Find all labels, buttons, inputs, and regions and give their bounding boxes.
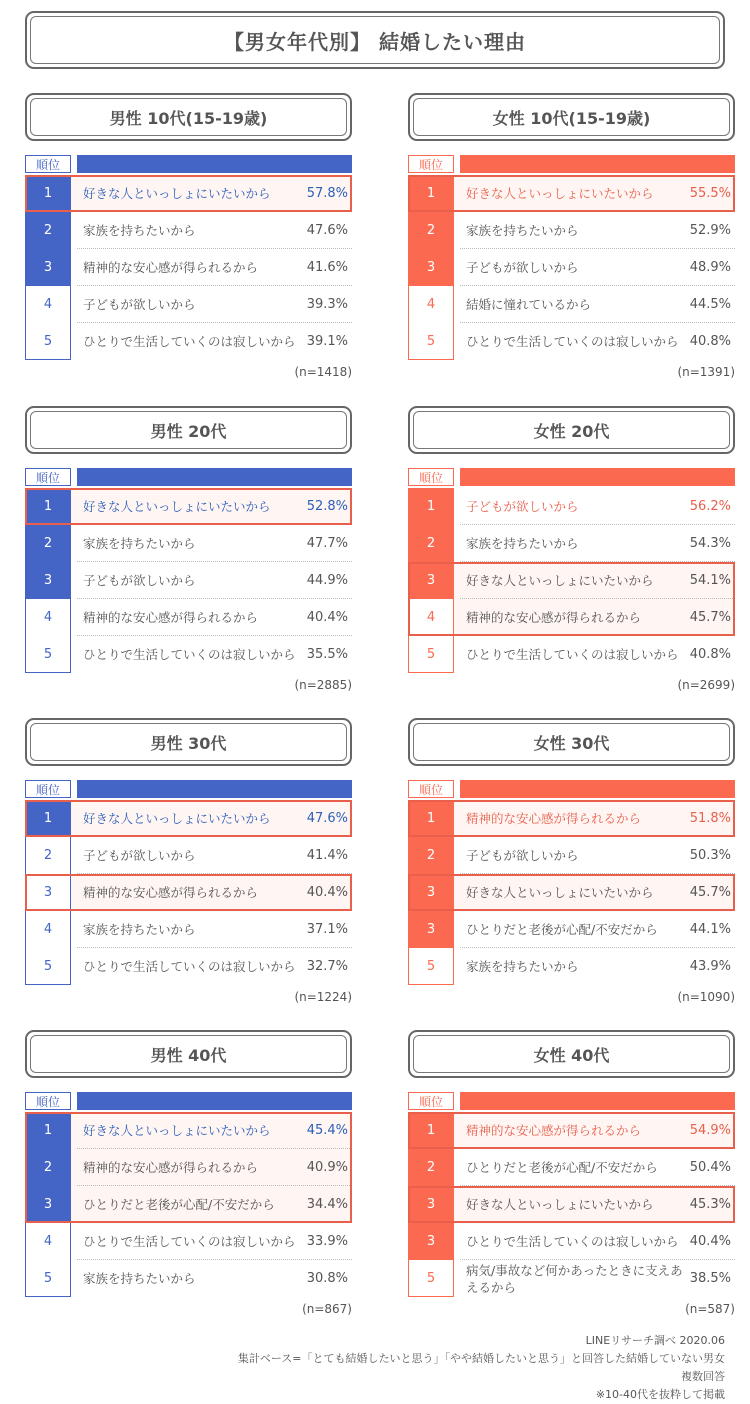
reason-label: 子どもが欲しいから bbox=[83, 297, 196, 312]
rank-cell: 5 bbox=[25, 636, 71, 673]
rank-header: 順位 bbox=[25, 780, 71, 798]
percent-value: 50.3% bbox=[689, 848, 731, 863]
reason-label: 家族を持ちたいから bbox=[466, 959, 579, 974]
percent-value: 55.5% bbox=[689, 186, 731, 201]
table-row bbox=[408, 286, 735, 323]
section-title: 男性 40代 bbox=[30, 1035, 347, 1073]
table-row bbox=[408, 323, 735, 360]
table-row bbox=[25, 323, 352, 360]
ranking-table bbox=[408, 468, 735, 675]
rank-cell: 1 bbox=[408, 488, 454, 525]
reason-label: 精神的な安心感が得られるから bbox=[466, 610, 642, 625]
rank-cell: 3 bbox=[408, 1223, 454, 1260]
percent-value: 43.9% bbox=[689, 959, 731, 974]
section-title: 男性 30代 bbox=[30, 723, 347, 761]
chart-section-male-6 bbox=[25, 1030, 352, 1320]
section-title: 女性 40代 bbox=[413, 1035, 730, 1073]
footer-note: ※10-40代を抜粋して掲載 bbox=[595, 1388, 725, 1401]
percent-value: 50.4% bbox=[689, 1160, 731, 1175]
table-row bbox=[408, 636, 735, 673]
percent-value: 47.7% bbox=[306, 536, 348, 551]
header-bar bbox=[77, 1092, 352, 1110]
reason-label: 好きな人といっしょにいたいから bbox=[83, 1123, 271, 1138]
reason-label: ひとりで生活していくのは寂しいから bbox=[83, 1234, 296, 1249]
rank-cell: 5 bbox=[408, 636, 454, 673]
percent-value: 47.6% bbox=[306, 223, 348, 238]
reason-label: 好きな人といっしょにいたいから bbox=[466, 573, 654, 588]
reason-label: 好きな人といっしょにいたいから bbox=[83, 186, 271, 201]
percent-value: 41.4% bbox=[306, 848, 348, 863]
reason-label: ひとりだと老後が心配/不安だから bbox=[83, 1197, 275, 1212]
rank-cell: 1 bbox=[25, 800, 71, 837]
section-title: 女性 20代 bbox=[413, 411, 730, 449]
table-row bbox=[408, 488, 735, 525]
table-row bbox=[408, 1112, 735, 1149]
table-row bbox=[25, 1186, 352, 1223]
table-row bbox=[25, 249, 352, 286]
section-title: 女性 10代(15-19歳) bbox=[413, 98, 730, 136]
rank-cell: 2 bbox=[25, 837, 71, 874]
percent-value: 32.7% bbox=[306, 959, 348, 974]
section-title-box bbox=[25, 93, 352, 141]
chart-section-male-0 bbox=[25, 93, 352, 383]
reason-label: ひとりで生活していくのは寂しいから bbox=[466, 647, 679, 662]
percent-value: 40.9% bbox=[306, 1160, 348, 1175]
percent-value: 30.8% bbox=[306, 1271, 348, 1286]
section-title: 男性 20代 bbox=[30, 411, 347, 449]
table-row bbox=[408, 562, 735, 599]
section-title-box bbox=[25, 718, 352, 766]
table-row bbox=[408, 800, 735, 837]
section-title-box bbox=[408, 718, 735, 766]
reason-label: 精神的な安心感が得られるから bbox=[466, 811, 642, 826]
table-row bbox=[25, 488, 352, 525]
rank-cell: 3 bbox=[408, 562, 454, 599]
percent-value: 45.7% bbox=[689, 885, 731, 900]
section-title: 女性 30代 bbox=[413, 723, 730, 761]
percent-value: 54.9% bbox=[689, 1123, 731, 1138]
reason-label: ひとりで生活していくのは寂しいから bbox=[83, 334, 296, 349]
reason-label: 精神的な安心感が得られるから bbox=[83, 1160, 259, 1175]
header-bar bbox=[460, 780, 735, 798]
header-bar bbox=[77, 468, 352, 486]
rank-cell: 5 bbox=[408, 323, 454, 360]
rank-header: 順位 bbox=[408, 780, 454, 798]
rank-cell: 1 bbox=[408, 1112, 454, 1149]
sample-size: (n=2885) bbox=[294, 678, 352, 692]
rank-cell: 1 bbox=[25, 488, 71, 525]
percent-value: 34.4% bbox=[306, 1197, 348, 1212]
percent-value: 52.8% bbox=[306, 499, 348, 514]
reason-label: 家族を持ちたいから bbox=[466, 223, 579, 238]
section-title-box bbox=[25, 406, 352, 454]
ranking-table bbox=[408, 1092, 735, 1299]
percent-value: 33.9% bbox=[306, 1234, 348, 1249]
rank-cell: 4 bbox=[25, 286, 71, 323]
rank-cell: 3 bbox=[25, 1186, 71, 1223]
table-row bbox=[408, 948, 735, 985]
rank-cell: 5 bbox=[25, 948, 71, 985]
percent-value: 39.3% bbox=[306, 297, 348, 312]
table-row bbox=[25, 212, 352, 249]
table-row bbox=[25, 636, 352, 673]
table-row bbox=[25, 1112, 352, 1149]
rank-cell: 2 bbox=[25, 525, 71, 562]
header-bar bbox=[460, 1092, 735, 1110]
percent-value: 44.1% bbox=[689, 922, 731, 937]
rank-cell: 2 bbox=[25, 212, 71, 249]
percent-value: 35.5% bbox=[306, 647, 348, 662]
reason-label: 家族を持ちたいから bbox=[83, 536, 196, 551]
rank-cell: 3 bbox=[408, 1186, 454, 1223]
reason-label: 子どもが欲しいから bbox=[83, 573, 196, 588]
percent-value: 45.4% bbox=[306, 1123, 348, 1138]
table-row bbox=[408, 1186, 735, 1223]
percent-value: 56.2% bbox=[689, 499, 731, 514]
reason-label: 好きな人といっしょにいたいから bbox=[83, 499, 271, 514]
table-row bbox=[408, 599, 735, 636]
reason-label: 精神的な安心感が得られるから bbox=[466, 1123, 642, 1138]
footer-multi: 複数回答 bbox=[681, 1370, 725, 1383]
footer-base: 集計ベース=「とても結婚したいと思う」「やや結婚したいと思う」と回答した結婚していない男女 bbox=[237, 1352, 725, 1365]
reason-label: 子どもが欲しいから bbox=[466, 260, 579, 275]
percent-value: 45.7% bbox=[689, 610, 731, 625]
section-title: 男性 10代(15-19歳) bbox=[30, 98, 347, 136]
table-row bbox=[408, 249, 735, 286]
percent-value: 40.4% bbox=[306, 885, 348, 900]
rank-cell: 2 bbox=[408, 837, 454, 874]
main-title-box bbox=[25, 11, 725, 69]
percent-value: 44.9% bbox=[306, 573, 348, 588]
sample-size: (n=1090) bbox=[677, 990, 735, 1004]
rank-header: 順位 bbox=[25, 1092, 71, 1110]
table-row bbox=[25, 286, 352, 323]
rank-cell: 4 bbox=[408, 286, 454, 323]
rank-header: 順位 bbox=[408, 1092, 454, 1110]
ranking-table bbox=[25, 1092, 352, 1299]
percent-value: 38.5% bbox=[689, 1271, 731, 1286]
reason-label: 好きな人といっしょにいたいから bbox=[466, 186, 654, 201]
rank-cell: 3 bbox=[408, 249, 454, 286]
table-row bbox=[25, 911, 352, 948]
reason-label: 精神的な安心感が得られるから bbox=[83, 885, 259, 900]
ranking-table bbox=[25, 468, 352, 675]
reason-label: 子どもが欲しいから bbox=[466, 499, 579, 514]
percent-value: 52.9% bbox=[689, 223, 731, 238]
rank-header: 順位 bbox=[25, 468, 71, 486]
sample-size: (n=1224) bbox=[294, 990, 352, 1004]
reason-label: ひとりで生活していくのは寂しいから bbox=[83, 647, 296, 662]
table-row bbox=[25, 599, 352, 636]
rank-cell: 5 bbox=[408, 948, 454, 985]
table-row bbox=[408, 837, 735, 874]
rank-cell: 3 bbox=[25, 562, 71, 599]
percent-value: 40.8% bbox=[689, 647, 731, 662]
rank-cell: 1 bbox=[25, 1112, 71, 1149]
table-row bbox=[25, 562, 352, 599]
ranking-table bbox=[25, 155, 352, 362]
rank-cell: 5 bbox=[25, 1260, 71, 1297]
sample-size: (n=1391) bbox=[677, 365, 735, 379]
page-title: 【男女年代別】 結婚したい理由 bbox=[30, 16, 720, 64]
ranking-table bbox=[408, 155, 735, 362]
table-row bbox=[25, 837, 352, 874]
chart-section-female-5 bbox=[408, 718, 735, 1008]
percent-value: 45.3% bbox=[689, 1197, 731, 1212]
chart-section-female-7 bbox=[408, 1030, 735, 1320]
rank-cell: 3 bbox=[408, 874, 454, 911]
rank-cell: 4 bbox=[25, 599, 71, 636]
header-bar bbox=[77, 780, 352, 798]
table-row bbox=[25, 1223, 352, 1260]
percent-value: 39.1% bbox=[306, 334, 348, 349]
rank-cell: 3 bbox=[408, 911, 454, 948]
reason-label: ひとりだと老後が心配/不安だから bbox=[466, 922, 658, 937]
rank-header: 順位 bbox=[408, 468, 454, 486]
ranking-table bbox=[25, 780, 352, 987]
rank-header: 順位 bbox=[408, 155, 454, 173]
header-bar bbox=[460, 468, 735, 486]
table-row bbox=[408, 175, 735, 212]
reason-label: 子どもが欲しいから bbox=[466, 848, 579, 863]
footer-source: LINEリサーチ調べ 2020.06 bbox=[585, 1334, 725, 1347]
reason-label: 好きな人といっしょにいたいから bbox=[466, 1197, 654, 1212]
reason-label: 家族を持ちたいから bbox=[83, 223, 196, 238]
rank-cell: 4 bbox=[408, 599, 454, 636]
percent-value: 57.8% bbox=[306, 186, 348, 201]
percent-value: 40.4% bbox=[689, 1234, 731, 1249]
reason-label: 好きな人といっしょにいたいから bbox=[466, 885, 654, 900]
table-row bbox=[25, 800, 352, 837]
rank-cell: 3 bbox=[25, 874, 71, 911]
reason-label: ひとりで生活していくのは寂しいから bbox=[83, 959, 296, 974]
reason-label: 家族を持ちたいから bbox=[83, 922, 196, 937]
rank-cell: 1 bbox=[408, 175, 454, 212]
percent-value: 40.8% bbox=[689, 334, 731, 349]
percent-value: 37.1% bbox=[306, 922, 348, 937]
rank-cell: 2 bbox=[408, 212, 454, 249]
section-title-box bbox=[408, 406, 735, 454]
table-row bbox=[25, 175, 352, 212]
section-title-box bbox=[25, 1030, 352, 1078]
percent-value: 44.5% bbox=[689, 297, 731, 312]
rank-cell: 4 bbox=[25, 1223, 71, 1260]
rank-cell: 1 bbox=[25, 175, 71, 212]
chart-section-female-3 bbox=[408, 406, 735, 696]
sample-size: (n=1418) bbox=[294, 365, 352, 379]
rank-cell: 2 bbox=[25, 1149, 71, 1186]
reason-label: 家族を持ちたいから bbox=[83, 1271, 196, 1286]
reason-label: 家族を持ちたいから bbox=[466, 536, 579, 551]
table-row bbox=[25, 1260, 352, 1297]
table-row bbox=[25, 1149, 352, 1186]
reason-label: 精神的な安心感が得られるから bbox=[83, 260, 259, 275]
table-row bbox=[408, 1149, 735, 1186]
percent-value: 54.1% bbox=[689, 573, 731, 588]
chart-section-male-2 bbox=[25, 406, 352, 696]
percent-value: 51.8% bbox=[689, 811, 731, 826]
rank-cell: 4 bbox=[25, 911, 71, 948]
rank-header: 順位 bbox=[25, 155, 71, 173]
percent-value: 41.6% bbox=[306, 260, 348, 275]
chart-section-female-1 bbox=[408, 93, 735, 383]
chart-section-male-4 bbox=[25, 718, 352, 1008]
reason-label: ひとりで生活していくのは寂しいから bbox=[466, 1234, 679, 1249]
rank-cell: 2 bbox=[408, 1149, 454, 1186]
percent-value: 47.6% bbox=[306, 811, 348, 826]
percent-value: 48.9% bbox=[689, 260, 731, 275]
section-title-box bbox=[408, 93, 735, 141]
table-row bbox=[408, 1223, 735, 1260]
table-row bbox=[408, 212, 735, 249]
reason-label: ひとりだと老後が心配/不安だから bbox=[466, 1160, 658, 1175]
table-row bbox=[408, 1260, 735, 1297]
rank-cell: 3 bbox=[25, 249, 71, 286]
reason-label: 好きな人といっしょにいたいから bbox=[83, 811, 271, 826]
header-bar bbox=[460, 155, 735, 173]
reason-label: 結婚に憧れているから bbox=[466, 297, 592, 312]
table-row bbox=[25, 874, 352, 911]
reason-label: 病気/事故など何かあったときに支えあえるから bbox=[466, 1262, 683, 1295]
table-row bbox=[408, 911, 735, 948]
table-row bbox=[25, 948, 352, 985]
rank-cell: 2 bbox=[408, 525, 454, 562]
percent-value: 54.3% bbox=[689, 536, 731, 551]
rank-cell: 1 bbox=[408, 800, 454, 837]
sample-size: (n=2699) bbox=[677, 678, 735, 692]
header-bar bbox=[77, 155, 352, 173]
footer bbox=[238, 1332, 725, 1404]
rank-cell: 5 bbox=[408, 1260, 454, 1297]
reason-label: 精神的な安心感が得られるから bbox=[83, 610, 259, 625]
reason-label: ひとりで生活していくのは寂しいから bbox=[466, 334, 679, 349]
percent-value: 40.4% bbox=[306, 610, 348, 625]
reason-label: 子どもが欲しいから bbox=[83, 848, 196, 863]
rank-cell: 5 bbox=[25, 323, 71, 360]
table-row bbox=[408, 525, 735, 562]
sample-size: (n=587) bbox=[685, 1302, 735, 1316]
ranking-table bbox=[408, 780, 735, 987]
table-row bbox=[408, 874, 735, 911]
sample-size: (n=867) bbox=[302, 1302, 352, 1316]
section-title-box bbox=[408, 1030, 735, 1078]
table-row bbox=[25, 525, 352, 562]
